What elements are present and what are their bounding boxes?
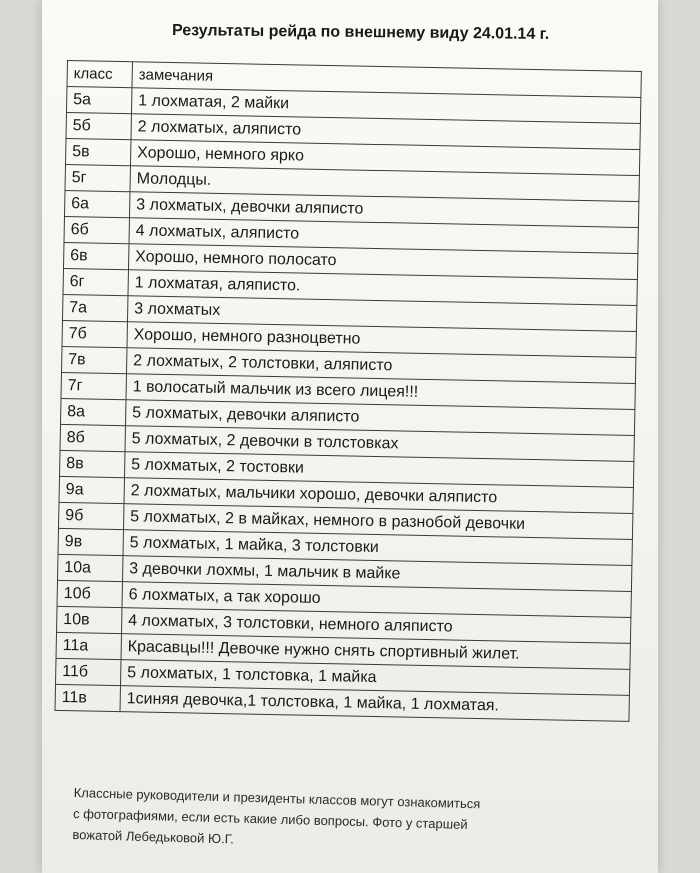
row-class: 6в bbox=[63, 242, 128, 269]
footer-line-2: с фотографиями, если есть какие либо вопросы. Фото у старшей bbox=[72, 805, 468, 833]
row-class: 8а bbox=[61, 398, 126, 425]
row-note: 5 лохматых, 2 тостовки bbox=[124, 452, 633, 488]
row-class: 6а bbox=[64, 190, 129, 217]
results-table-wrapper bbox=[55, 60, 642, 722]
row-note: 5 лохматых, 1 толстовка, 1 майка bbox=[120, 660, 629, 696]
row-note: 4 лохматых, 3 толстовки, немного аляписто bbox=[121, 608, 630, 644]
row-note: Молодцы. bbox=[130, 166, 639, 202]
row-class: 9а bbox=[59, 476, 124, 503]
row-note: 1 волосатый мальчик из всего лицея!!! bbox=[126, 374, 635, 410]
row-note: 3 лохматых, девочки аляписто bbox=[129, 192, 638, 228]
row-class: 8б bbox=[60, 424, 125, 451]
row-class: 6б bbox=[64, 216, 129, 243]
row-note: 1 лохматая, 2 майки bbox=[131, 88, 640, 124]
footer-line-3: вожатой Лебедьковой Ю.Г. bbox=[72, 826, 235, 847]
row-note: 3 лохматых bbox=[127, 296, 636, 332]
row-class: 5а bbox=[66, 87, 131, 114]
row-class: 10б bbox=[57, 580, 122, 607]
footer-line-1: Классные руководители и президенты классов могут ознакомиться bbox=[73, 784, 481, 812]
page-title: Результаты рейда по внешнему виду 24.01.14 г. bbox=[171, 22, 550, 43]
row-note: 5 лохматых, 1 майка, 3 толстовки bbox=[123, 530, 632, 566]
row-note: 2 лохматых, 2 толстовки, аляписто bbox=[126, 348, 635, 384]
row-note: 5 лохматых, 2 девочки в толстовках bbox=[125, 426, 634, 462]
row-note: 4 лохматых, аляписто bbox=[129, 218, 638, 254]
row-class: 11в bbox=[55, 684, 120, 711]
row-note: 1синяя девочка,1 толстовка, 1 майка, 1 лохматая. bbox=[120, 686, 629, 722]
row-note: 2 лохматых, мальчики хорошо, девочки аляписто bbox=[124, 478, 633, 514]
header-class: класс bbox=[67, 61, 132, 88]
row-class: 11а bbox=[56, 632, 121, 659]
row-class: 10в bbox=[57, 606, 122, 633]
row-note: Хорошо, немного ярко bbox=[130, 140, 639, 176]
row-note: Красавцы!!! Девочке нужно снять спортивный жилет. bbox=[121, 634, 630, 670]
row-class: 5в bbox=[65, 138, 130, 165]
row-class: 7в bbox=[62, 346, 127, 373]
row-class: 9б bbox=[59, 502, 124, 529]
row-note: 5 лохматых, девочки аляписто bbox=[125, 400, 634, 436]
row-class: 5б bbox=[66, 112, 131, 139]
row-class: 7б bbox=[62, 320, 127, 347]
header-notes: замечания bbox=[132, 62, 641, 98]
row-class: 7а bbox=[62, 294, 127, 321]
row-class: 8в bbox=[60, 450, 125, 477]
row-note: 3 девочки лохмы, 1 мальчик в майке bbox=[122, 556, 631, 592]
row-class: 5г bbox=[65, 164, 130, 191]
row-note: 6 лохматых, а так хорошо bbox=[122, 582, 631, 618]
row-class: 7г bbox=[61, 372, 126, 399]
results-table bbox=[55, 60, 642, 722]
row-class: 11б bbox=[56, 658, 121, 685]
row-note: Хорошо, немного полосато bbox=[128, 244, 637, 280]
row-note: 2 лохматых, аляписто bbox=[131, 114, 640, 150]
row-note: Хорошо, немного разноцветно bbox=[127, 322, 636, 358]
row-note: 1 лохматая, аляписто. bbox=[128, 270, 637, 306]
row-class: 10а bbox=[58, 554, 123, 581]
row-note: 5 лохматых, 2 в майках, немного в разнобой девочки bbox=[123, 504, 632, 540]
row-class: 6г bbox=[63, 268, 128, 295]
row-class: 9в bbox=[58, 528, 123, 555]
